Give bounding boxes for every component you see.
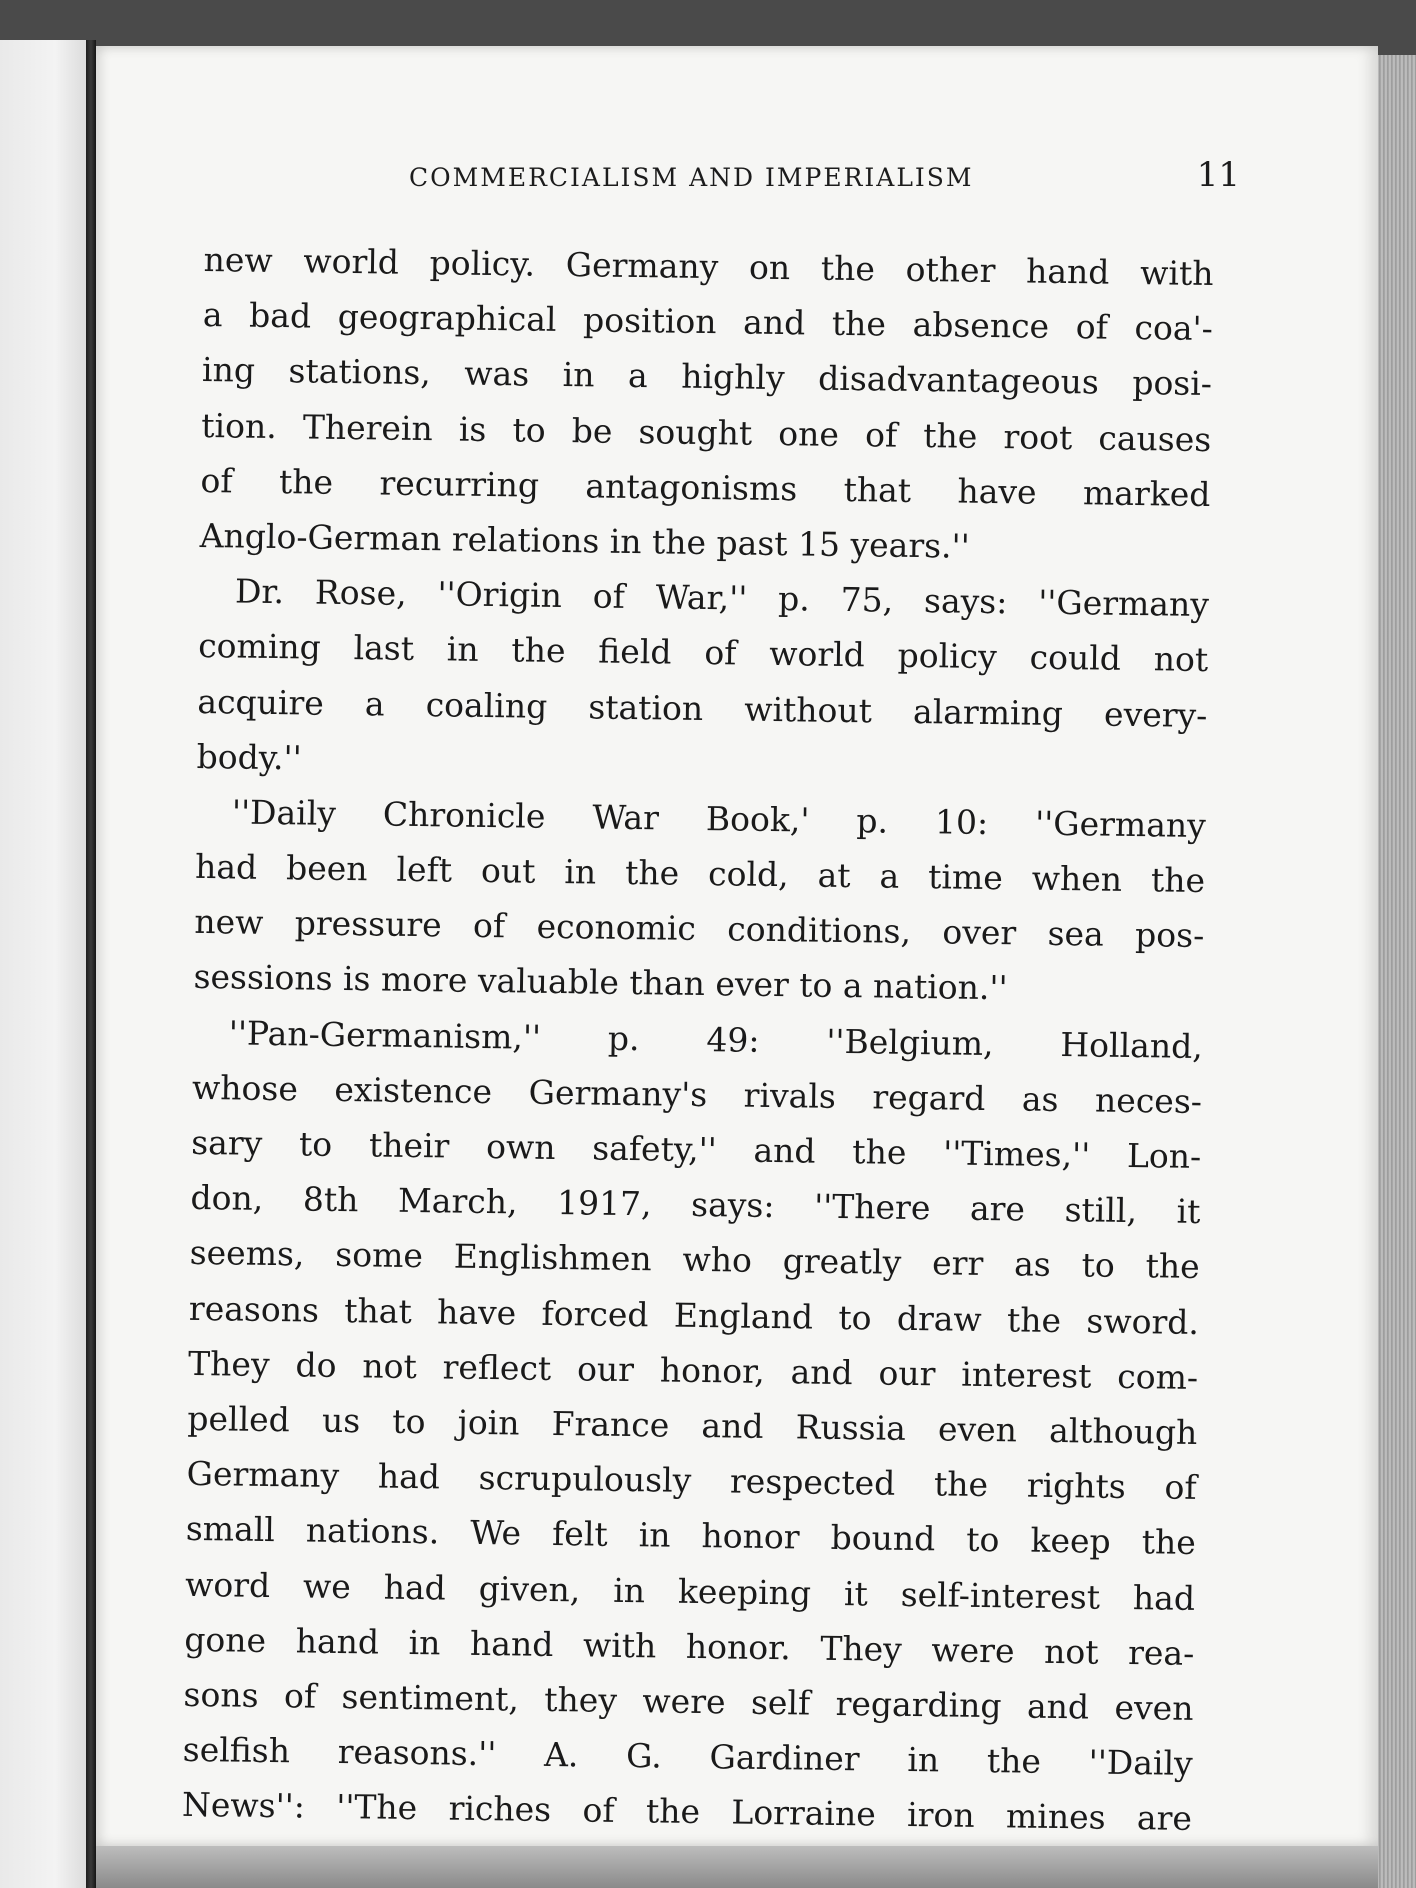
text-line: sessions is more valuable than ever to a nation.'' [193, 957, 1008, 1008]
text-line: Anglo-German relations in the past 15 years.'' [199, 515, 971, 566]
text-line: reasons that have forced England to draw the sword. [188, 1288, 1200, 1342]
text-line: seems, some Englishmen who greatly err as to the [189, 1233, 1200, 1287]
text-line: pelled us to join France and Russia even although [187, 1398, 1198, 1452]
text-line: tion. Therein is to be sought one of the root causes [201, 405, 1212, 459]
text-line: body.'' [196, 736, 302, 778]
text-line: ''Pan-Germanism,'' p. 49: ''Belgium, Holland, [228, 1013, 1204, 1066]
text-line: of the recurring antagonisms that have marked [200, 460, 1211, 514]
text-line: coming last in the field of world policy could not [197, 626, 1209, 680]
page-bottom-shadow [96, 1846, 1378, 1888]
text-line: selfish reasons.'' A. G. Gardiner in the ''Daily [182, 1729, 1193, 1784]
facing-page-edge [0, 40, 92, 1888]
text-line: ''Daily Chronicle War Book,' p. 10: ''Germany [231, 792, 1207, 845]
text-line: ing stations, was in a highly disadvantageous posi- [201, 350, 1213, 404]
text-line: don, 8th March, 1917, says: ''There are still, it [190, 1178, 1201, 1232]
text-line: had been left out in the cold, at a time when the [194, 847, 1206, 901]
text-line: sons of sentiment, they were self regarding and even [183, 1674, 1194, 1728]
text-line: They do not reflect our honor, and our interest com- [187, 1343, 1199, 1397]
text-line: a bad geographical position and the absence of coa'- [202, 295, 1214, 349]
text-line: new world policy. Germany on the other hand with [203, 239, 1214, 294]
running-head: COMMERCIALISM AND IMPERIALISM [409, 163, 974, 192]
text-line: gone hand in hand with honor. They were not rea- [184, 1619, 1195, 1673]
text-line: acquire a coaling station without alarming every- [197, 681, 1208, 735]
text-line: News'': ''The riches of the Lorraine iron mines are [181, 1785, 1193, 1839]
text-line: new pressure of economic conditions, over sea pos- [194, 902, 1205, 956]
text-line: whose existence Germany's rivals regard as neces- [191, 1067, 1203, 1121]
book-gutter [86, 40, 96, 1888]
text-line: Dr. Rose, ''Origin of War,'' p. 75, says: ''Germany [234, 571, 1210, 625]
body-text [182, 232, 1214, 1846]
text-line: small nations. We felt in honor bound to keep the [185, 1509, 1197, 1563]
page-header [315, 155, 1250, 215]
text-line: Germany had scrupulously respected the rights of [186, 1454, 1197, 1508]
page-stack-edge [1376, 55, 1416, 1888]
page-number: 11 [1196, 155, 1240, 195]
text-line: sary to their own safety,'' and the ''Times,'' Lon- [191, 1122, 1202, 1177]
text-line: word we had given, in keeping it self-interest had [184, 1564, 1196, 1618]
